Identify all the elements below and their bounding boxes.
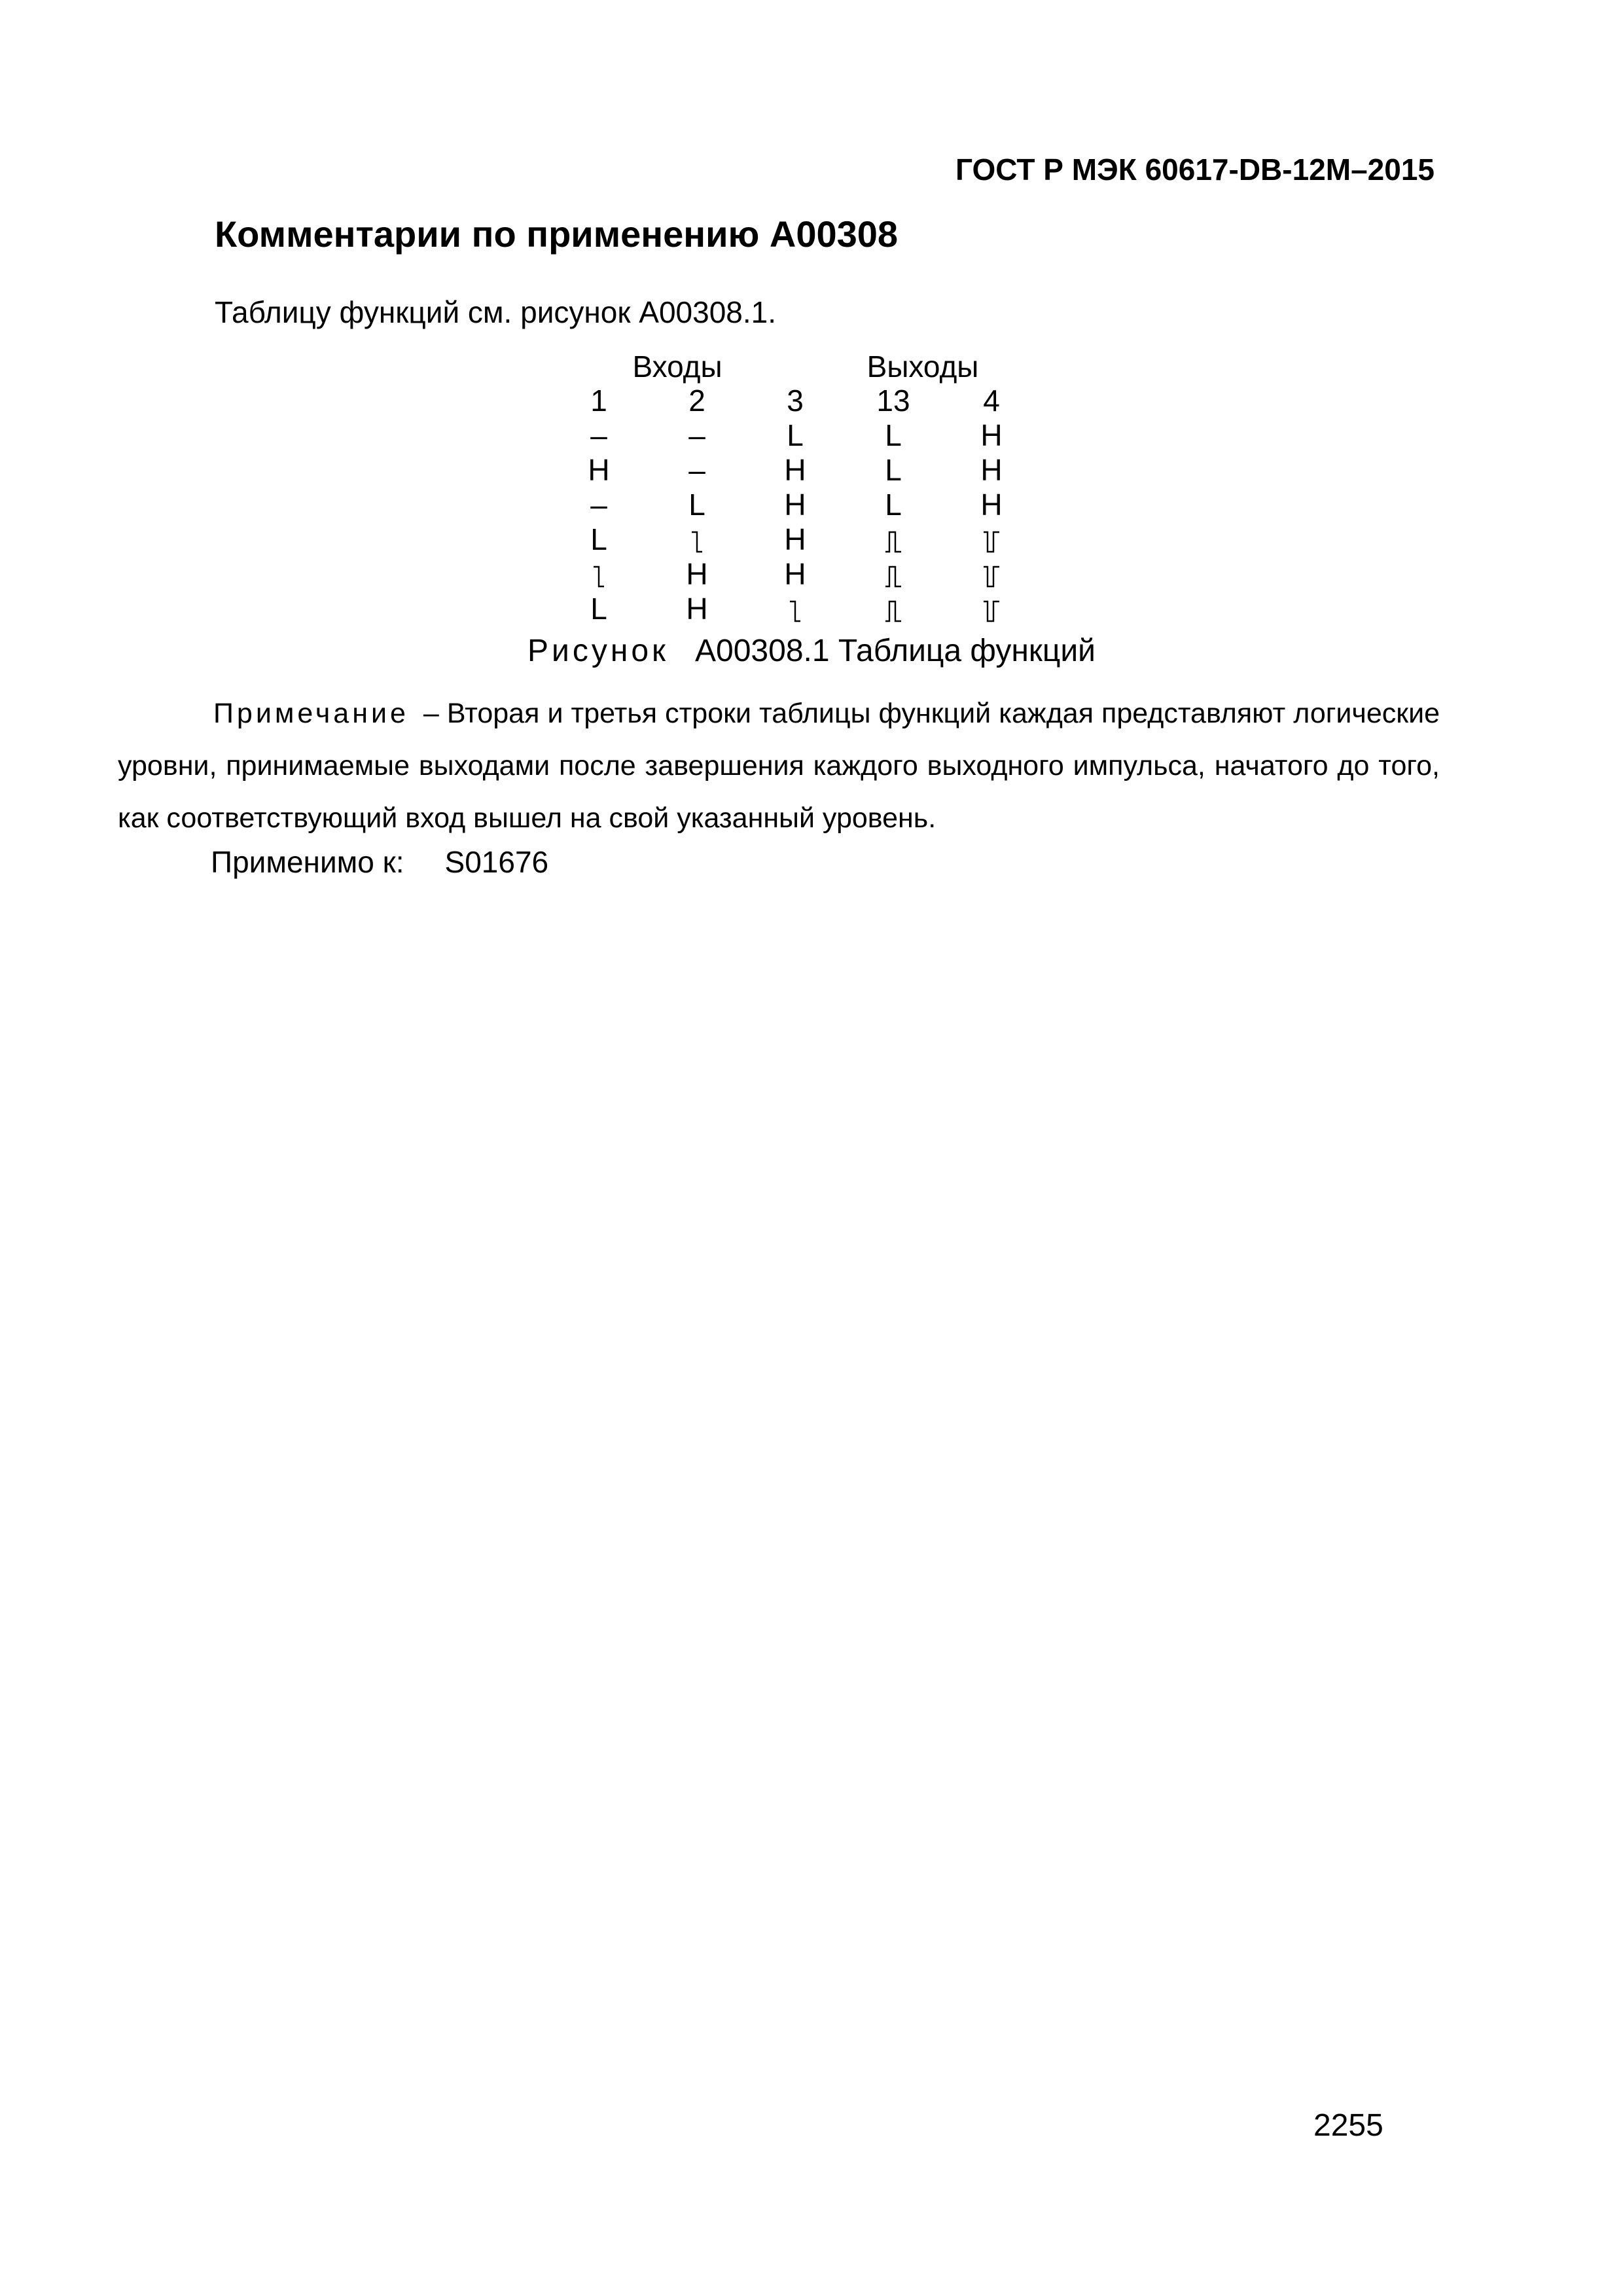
intro-paragraph: Таблицу функций см. рисунок A00308.1. bbox=[215, 295, 777, 329]
table-cell bbox=[942, 522, 1041, 557]
column-header: 4 bbox=[983, 384, 1000, 418]
table-cell: H bbox=[686, 592, 708, 626]
column-header: 13 bbox=[876, 384, 910, 418]
falling-edge-icon bbox=[789, 600, 802, 623]
table-cell: H bbox=[980, 418, 1003, 452]
table-cell: L bbox=[688, 488, 705, 522]
note-text: – Вторая и третья строки таблицы функций каждая представляют логические уровни, принимаемые выходами после завершения каждого выходного импульса, начатого до того, как соответствующий вход вышел на свой указанный уровень. bbox=[118, 698, 1440, 834]
table-row bbox=[550, 418, 1041, 453]
applies-code: S01676 bbox=[444, 845, 549, 879]
table-row bbox=[550, 592, 1041, 626]
table-cell: H bbox=[784, 522, 806, 556]
table-header-row bbox=[550, 384, 1041, 418]
table-cell: H bbox=[784, 488, 806, 522]
table-cell: – bbox=[688, 418, 705, 452]
table-cell: L bbox=[885, 418, 902, 452]
negative-pulse-icon bbox=[982, 530, 1001, 554]
table-cell: L bbox=[885, 488, 902, 522]
applies-to-line bbox=[211, 844, 548, 880]
function-table bbox=[550, 384, 1041, 626]
table-row bbox=[550, 522, 1041, 557]
table-row bbox=[550, 488, 1041, 522]
table-cell: H bbox=[686, 557, 708, 591]
table-cell bbox=[844, 522, 942, 557]
table-cell bbox=[550, 557, 648, 592]
falling-edge-icon bbox=[592, 565, 605, 588]
applies-label: Применимо к: bbox=[211, 845, 404, 879]
table-cell: H bbox=[980, 488, 1003, 522]
standard-header: ГОСТ Р МЭК 60617-DB-12M–2015 bbox=[955, 152, 1435, 187]
column-header: 2 bbox=[688, 384, 705, 418]
outputs-group-label: Выходы bbox=[866, 350, 979, 384]
table-cell bbox=[844, 557, 942, 592]
table-row bbox=[550, 557, 1041, 592]
table-cell: H bbox=[784, 557, 806, 591]
positive-pulse-icon bbox=[884, 600, 902, 623]
table-cell: H bbox=[588, 453, 610, 487]
table-cell: L bbox=[787, 418, 804, 452]
section-title: Комментарии по применению A00308 bbox=[215, 213, 899, 255]
note-label: Примечание bbox=[213, 698, 409, 729]
table-cell: L bbox=[590, 522, 607, 556]
column-header: 3 bbox=[787, 384, 804, 418]
table-cell: H bbox=[980, 453, 1003, 487]
table-cell: – bbox=[590, 418, 607, 452]
negative-pulse-icon bbox=[982, 565, 1001, 588]
table-cell: – bbox=[590, 488, 607, 522]
page-number: 2255 bbox=[1313, 2108, 1383, 2143]
negative-pulse-icon bbox=[982, 600, 1001, 623]
table-cell bbox=[746, 592, 844, 626]
table-cell: L bbox=[590, 592, 607, 626]
table-cell bbox=[942, 557, 1041, 592]
table-cell: H bbox=[784, 453, 806, 487]
inputs-group-label: Входы bbox=[632, 350, 722, 384]
positive-pulse-icon bbox=[884, 565, 902, 588]
table-cell bbox=[844, 592, 942, 626]
table-cell bbox=[942, 592, 1041, 626]
table-row bbox=[550, 453, 1041, 488]
falling-edge-icon bbox=[690, 530, 704, 554]
table-cell bbox=[648, 522, 746, 557]
figure-label: Рисунок bbox=[527, 634, 669, 668]
figure-caption-text: A00308.1 Таблица функций bbox=[695, 634, 1096, 668]
table-cell: L bbox=[885, 453, 902, 487]
positive-pulse-icon bbox=[884, 530, 902, 554]
figure-caption bbox=[0, 633, 1623, 669]
column-header: 1 bbox=[590, 384, 607, 418]
note-paragraph bbox=[118, 687, 1440, 844]
table-cell: – bbox=[688, 453, 705, 487]
